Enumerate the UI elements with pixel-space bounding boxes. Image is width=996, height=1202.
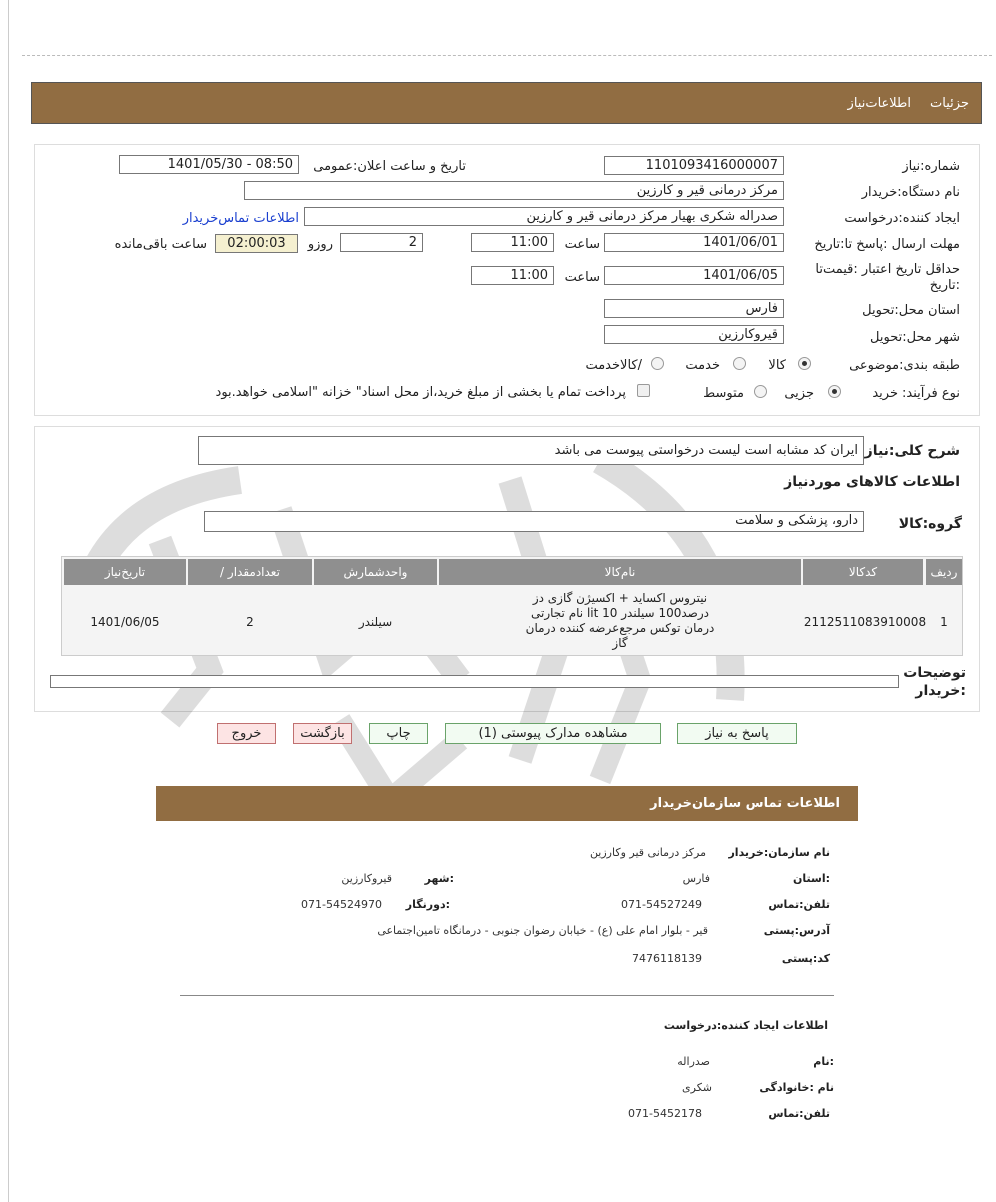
announce-field[interactable]: 1401/05/30 - 08:50	[119, 155, 299, 174]
radio-service-label: خدمت	[685, 358, 720, 373]
payment-note: پرداخت تمام یا بخشی از مبلغ خرید،از محل اسناد" خزانه "اسلامی خواهد.بود	[215, 385, 626, 400]
contact-org-label: نام سازمان:خریدار	[728, 846, 830, 859]
buyer-notes-label-2: :خریدار	[915, 683, 966, 699]
province-field[interactable]: فارس	[604, 299, 784, 318]
deadline-hour-label: ساعت	[564, 237, 600, 252]
radio-medium-label: متوسط	[703, 386, 744, 401]
radio-medium[interactable]	[754, 385, 767, 398]
creator-field[interactable]: صدراله شکری بهیار مرکز درمانی قیر و کارزین	[304, 207, 784, 226]
validity-date-field[interactable]: 1401/06/05	[604, 266, 784, 285]
city-label: شهر محل:تحویل	[870, 330, 960, 345]
group-field[interactable]: دارو، پزشکی و سلامت	[204, 511, 864, 532]
validity-label: حداقل تاریخ اعتبار :قیمت‌تا	[815, 262, 960, 277]
table-row-code: 2112511083910008	[803, 615, 927, 629]
contact-address-label: آدرس:پستی	[763, 924, 830, 937]
contact-phone: 071-54527249	[621, 898, 702, 911]
table-row-index: 1	[940, 615, 948, 629]
contact-phone-label: تلفن:تماس	[768, 898, 830, 911]
category-label: طبقه بندی:موضوعی	[849, 358, 960, 373]
back-button[interactable]: بازگشت	[293, 723, 352, 744]
deadline-label: مهلت ارسال :پاسخ تا:تاریخ	[814, 237, 960, 252]
province-label: استان محل:تحویل	[862, 303, 960, 318]
buyer-contact-link[interactable]: اطلاعات تماس‌خریدار	[182, 211, 299, 226]
tab-details[interactable]: جزئیات	[930, 96, 969, 111]
radio-goods-label: کالا	[768, 358, 786, 373]
exit-button[interactable]: خروج	[217, 723, 276, 744]
city-field[interactable]: قیروکارزین	[604, 325, 784, 344]
table-row-unit: سیلندر	[358, 615, 393, 629]
creator-label: ایجاد کننده:درخواست	[844, 211, 960, 226]
th-name: نام‌کالا	[439, 559, 801, 585]
contact-province: فارس	[682, 872, 710, 885]
th-code: کدکالا	[803, 559, 923, 585]
creator-family-label: نام :خانوادگی	[759, 1081, 834, 1094]
deadline-time-field[interactable]: 11:00	[471, 233, 554, 252]
reply-button[interactable]: پاسخ به نیاز	[677, 723, 797, 744]
need-number-field[interactable]: 1101093416000007	[604, 156, 784, 175]
th-index: ردیف	[926, 559, 962, 585]
contact-header-bar	[156, 786, 858, 821]
remaining-label: ساعت باقی‌مانده	[114, 237, 207, 252]
treasury-checkbox[interactable]	[637, 384, 650, 397]
creator-phone: 071-5452178	[628, 1107, 702, 1120]
th-unit: واحدشمارش	[314, 559, 437, 585]
contact-title: اطلاعات تماس سازمان‌خریدار	[650, 796, 840, 811]
process-buy-label: خرید	[872, 386, 898, 401]
radio-goods[interactable]	[798, 357, 811, 370]
view-attachments-button[interactable]: مشاهده مدارک پیوستی (1)	[445, 723, 661, 744]
radio-goods-service-label: /کالاخدمت	[585, 358, 642, 373]
radio-partial-label: جزیی	[784, 386, 814, 401]
creator-phone-label: تلفن:تماس	[768, 1107, 830, 1120]
table-row-qty: 2	[246, 615, 254, 629]
creator-info-title: اطلاعات ایجاد کننده:درخواست	[663, 1019, 828, 1032]
creator-name: صدراله	[677, 1055, 710, 1068]
th-date: تاریخ‌نیاز	[64, 559, 186, 585]
buyer-org-label: نام دستگاه:خریدار	[861, 185, 960, 200]
contact-fax-label: :دورنگار	[405, 898, 450, 911]
contact-city-label: :شهر	[424, 872, 454, 885]
contact-divider	[180, 995, 834, 996]
tab-need-info[interactable]: اطلاعات‌نیاز	[847, 96, 911, 111]
buyer-notes-field[interactable]	[50, 675, 899, 688]
radio-partial[interactable]	[828, 385, 841, 398]
days-field[interactable]: 2	[340, 233, 423, 252]
buyer-notes-label: توضیحات	[903, 665, 966, 681]
days-label: روزو	[307, 237, 333, 252]
creator-family: شکری	[682, 1081, 712, 1094]
validity-label-2: :تاریخ	[929, 278, 960, 293]
creator-name-label: :نام	[813, 1055, 834, 1068]
contact-province-label: :استان	[793, 872, 830, 885]
table-row-name: نیتروس اکساید + اکسیژن گازی دز درصد100 سیلندر 10 lit نام تجارتی درمان توکس مرجع‌عرضه کننده درمان گاز	[525, 591, 715, 650]
announce-label: تاریخ و ساعت اعلان:عمومی	[313, 159, 466, 174]
contact-city: قیروکارزین	[341, 872, 392, 885]
radio-service[interactable]	[733, 357, 746, 370]
contact-org: مرکز درمانی قیر وکارزین	[589, 846, 706, 859]
contact-address: قیر - بلوار امام علی (ع) - خیابان رضوان جنوبی - درمانگاه تامین‌اجتماعی	[377, 924, 708, 937]
radio-goods-service[interactable]	[651, 357, 664, 370]
summary-field[interactable]: ایران کد مشابه است لیست درخواستی پیوست می باشد	[198, 436, 864, 465]
need-number-label: شماره:نیاز	[902, 159, 960, 174]
remaining-time-field: 02:00:03	[215, 234, 298, 253]
top-dotted-divider	[22, 55, 992, 56]
validity-hour-label: ساعت	[564, 270, 600, 285]
summary-label: شرح کلی:نیاز	[864, 443, 960, 459]
group-label: گروه:کالا	[898, 516, 962, 532]
left-border-line	[8, 0, 9, 1202]
contact-postal: 7476118139	[632, 952, 702, 965]
page-header-bar	[31, 82, 982, 124]
contact-postal-label: کد:پستی	[781, 952, 830, 965]
contact-fax: 071-54524970	[301, 898, 382, 911]
validity-time-field[interactable]: 11:00	[471, 266, 554, 285]
buyer-org-field[interactable]: مرکز درمانی قیر و کارزین	[244, 181, 784, 200]
goods-info-title: اطلاعات کالاهای موردنیاز	[784, 474, 960, 490]
deadline-date-field[interactable]: 1401/06/01	[604, 233, 784, 252]
process-label: نوع فرآیند:	[902, 386, 960, 401]
print-button[interactable]: چاپ	[369, 723, 428, 744]
th-qty: / تعدادمقدار	[188, 559, 312, 585]
table-row-date: 1401/06/05	[90, 615, 160, 629]
